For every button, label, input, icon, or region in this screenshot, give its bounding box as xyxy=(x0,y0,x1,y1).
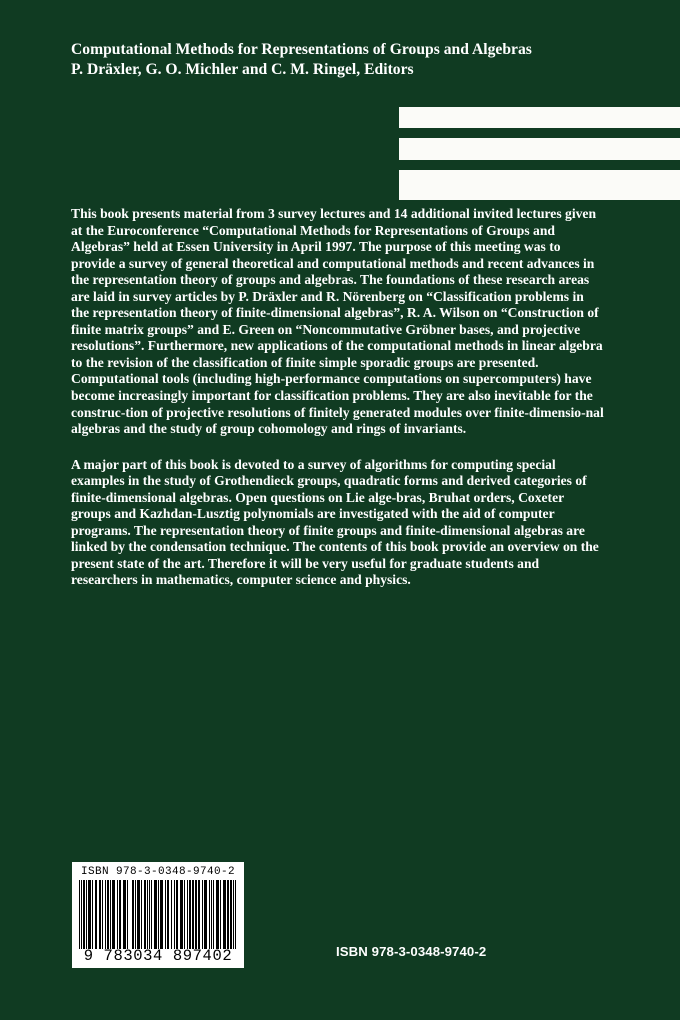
barcode-digits: 9 783034 897402 xyxy=(83,947,233,965)
barcode-block xyxy=(72,862,244,968)
white-bar-1 xyxy=(399,107,680,128)
blurb-paragraph-2: A major part of this book is devoted to a survey of algorithms for computing special examples in the study of Grothendieck groups, quadratic forms and derived categories of finite-dimensional algebras. Open questions on Lie alge-bras, Bruhat orders, Coxeter groups and Kazhdan-Lusztig polynomials are investigated with the aid of computer programs. The representation theory of finite groups and finite-dimensional algebras are linked by the condensation technique. The contents of this book provide an overview on the present state of the art. Therefore it will be very useful for graduate students and researchers in mathematics, computer science and physics. xyxy=(71,456,599,588)
title-block xyxy=(71,40,641,79)
white-bar-3 xyxy=(399,170,680,200)
barcode-isbn-label: ISBN 978-3-0348-9740-2 xyxy=(80,866,236,878)
white-bar-2 xyxy=(399,138,680,160)
barcode-bars xyxy=(79,880,237,949)
blurb-paragraph-1: This book presents material from 3 survey lectures and 14 additional invited lectures given at the Euroconference “Computational Methods for Representations of Groups and Algebras” held at Essen University in April 1997. The purpose of this meeting was to provide a survey of general theoretical and computational methods and recent advances in the representation theory of groups and algebras. The foundations of these research areas are laid in survey articles by P. Dräxler and R. Nörenberg on “Classification problems in the representation theory of finite-dimensional algebras”, R. A. Wilson on “Construction of finite matrix groups” and E. Green on “Noncommutative Gröbner bases, and projective resolutions”. Furthermore, new applications of the computational methods in linear algebra to the revision of the classification of finite simple sporadic groups are presented. Computational tools (including high-performance computations on supercomputers) have become increasingly important for classification problems. They are also inevitable for the construc-tion of projective resolutions of finitely generated modules over finite-dimensio-nal algebras and the study of group cohomology and rings of invariants. xyxy=(71,206,604,437)
page-title: Computational Methods for Representations of Groups and Algebras xyxy=(71,41,532,58)
blurb-text xyxy=(71,206,604,589)
editors-line: P. Dräxler, G. O. Michler and C. M. Ringel, Editors xyxy=(71,60,414,78)
footer-isbn: ISBN 978-3-0348-9740-2 xyxy=(336,944,487,959)
